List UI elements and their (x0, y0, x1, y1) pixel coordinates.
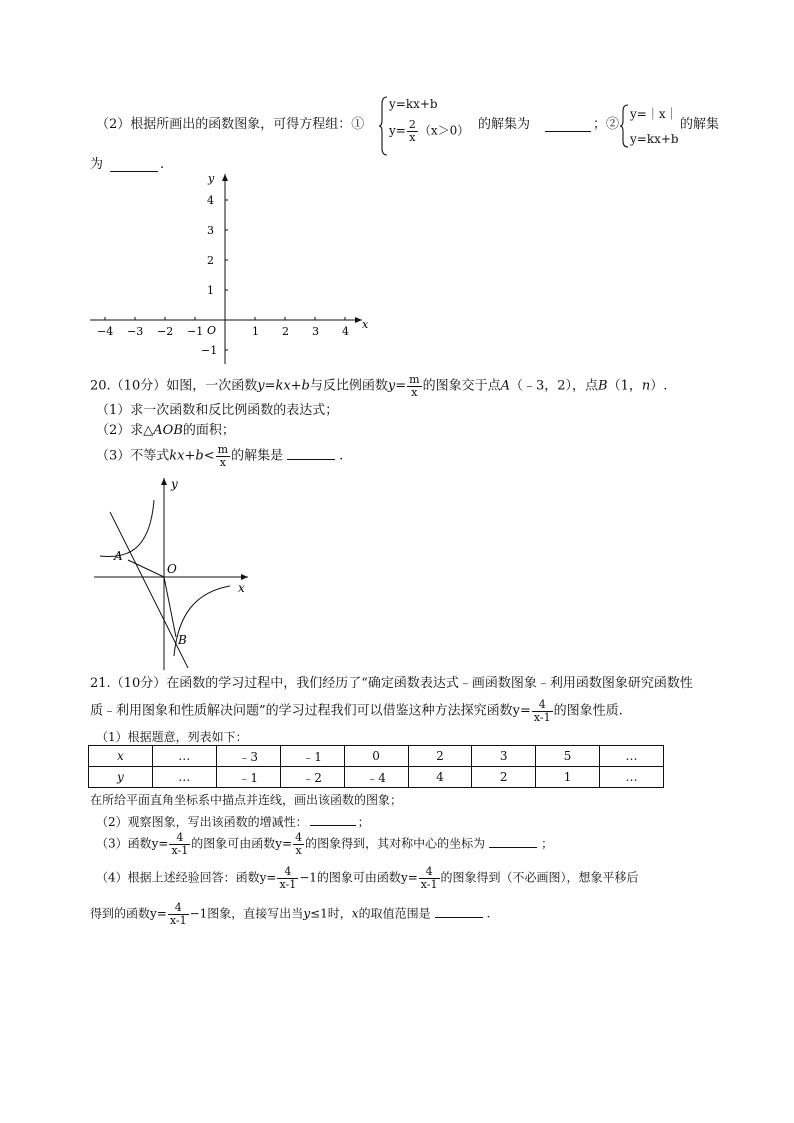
x-axis-label: x (362, 318, 369, 331)
origin-label-2: O (167, 562, 177, 576)
table-cell: x (89, 746, 153, 767)
q21-part4-line2: 得到的函数y= $\frac{4}{x-1}$ −1图象，直接写出当y≤1时，x的取值范围是 . (90, 901, 491, 927)
q19-wei: 为 (90, 157, 104, 172)
table-cell: 4 (408, 767, 472, 788)
coordinate-plane-1 (86, 168, 376, 368)
table-cell: ﹣2 (280, 767, 344, 788)
system2-brace (619, 104, 629, 148)
x-tick-label: −2 (157, 325, 174, 338)
table-row-y (89, 767, 664, 788)
x-tick-label: −4 (97, 325, 114, 338)
q20-blank[interactable] (287, 448, 335, 460)
q20-part2: （2）求△AOB的面积； (96, 423, 235, 438)
system1-brace (378, 96, 388, 156)
x-tick-label: 4 (342, 325, 349, 338)
fraction-4-over-x-1-b: $\frac{4}{x-1}$ (171, 831, 189, 857)
q21-part3: （3）函数y= $\frac{4}{x-1}$ 的图象可由函数y= $\frac{4}{x}$ 的图象得到，其对称中心的坐标为 ； (96, 831, 554, 857)
fraction-2-over-x: $\frac{2}{x}$ (408, 118, 416, 144)
q21-blank-2[interactable] (310, 814, 356, 826)
y-tick-label: 2 (207, 254, 214, 267)
q20-part1: （1）求一次函数和反比例函数的表达式； (96, 403, 339, 418)
system1-line2: y= $\frac{2}{x}$ （x＞0） (389, 118, 470, 144)
fraction-4-over-x: $\frac{4}{x}$ (295, 831, 303, 857)
fraction-4-over-x-1-d: $\frac{4}{x-1}$ (420, 865, 438, 891)
hyperbola-branch-upper-left (100, 500, 154, 557)
q19-tail: 的解集 (680, 117, 720, 132)
fraction-4-over-x-1-c: $\frac{4}{x-1}$ (279, 865, 297, 891)
q19-blank-1[interactable] (545, 120, 591, 132)
q21-line1: 21.（10分）在函数的学习过程中，我们经历了“确定函数表达式﹣画函数图象﹣利用函数图象研究函数性 (90, 676, 693, 691)
table-cell: 1 (536, 767, 600, 788)
table-cell: 2 (472, 767, 536, 788)
system2-line1: y=｜x｜ (630, 107, 678, 121)
y-tick-label: 3 (207, 224, 214, 237)
y-tick-label: −1 (201, 344, 218, 357)
fraction-4-over-x-1-e: $\frac{4}{x-1}$ (169, 901, 187, 927)
fraction-m-over-x: $\frac{m}{x}$ (409, 373, 420, 399)
table-cell: … (599, 767, 663, 788)
x-tick-label: 2 (282, 325, 289, 338)
q21-after-table: 在所给平面直角坐标系中描点并连线，画出该函数的图象； (90, 793, 403, 807)
table-cell: … (152, 746, 216, 767)
table-cell: ﹣1 (280, 746, 344, 767)
x-tick-label: 3 (312, 325, 319, 338)
y-axis-label: y (208, 172, 215, 185)
point-B-label: B (178, 633, 187, 647)
table-cell: ﹣3 (216, 746, 280, 767)
table-cell: 5 (536, 746, 600, 767)
table-cell: ﹣1 (216, 767, 280, 788)
y-tick-label: 1 (207, 284, 214, 297)
q21-part2: （2）观察图象，写出该函数的增减性： ； (96, 815, 370, 829)
system1-line1: y=kx+b (389, 97, 438, 111)
q19-sep: ；② (593, 117, 620, 132)
x-axis-label-2: x (238, 581, 245, 595)
q21-blank-4[interactable] (435, 906, 483, 918)
q21-blank-3[interactable] (489, 836, 537, 848)
table-row-x (89, 746, 664, 767)
table-cell: 3 (472, 746, 536, 767)
table-cell: y (89, 767, 153, 788)
y-axis-label-2: y (171, 477, 178, 491)
linear-function-line (110, 512, 188, 668)
system2-line2: y=kx+b (630, 132, 679, 146)
table-cell: ﹣4 (344, 767, 408, 788)
q21-part1: （1）根据题意，列表如下： (96, 730, 248, 744)
x-tick-label: −3 (127, 325, 144, 338)
fraction-4-over-x-1: $\frac{4}{x-1}$ (533, 698, 551, 724)
x-tick-label: 1 (252, 325, 259, 338)
table-cell: … (599, 746, 663, 767)
q20-part3: （3）不等式kx+b< $\frac{m}{x}$ 的解集是 . (96, 443, 344, 469)
table-cell: … (152, 767, 216, 788)
figure-line-hyperbola (88, 474, 258, 674)
q19-period: . (160, 157, 165, 172)
point-A-label: A (114, 549, 123, 563)
x-tick-label: −1 (187, 325, 204, 338)
q19-part2-lead: （2）根据所画出的函数图象，可得方程组：① (96, 117, 365, 132)
segment-OA (128, 560, 164, 577)
q19-solution-set-1-label: 的解集为 (478, 117, 531, 132)
q20-line1: 20.（10分）如图，一次函数y=kx+b与反比例函数y= $\frac{m}{x}$ 的图象交于点A（﹣3，2），点B（1，n）. (90, 373, 668, 399)
fraction-m-over-x-2: $\frac{m}{x}$ (217, 443, 229, 469)
origin-label: O (207, 324, 217, 337)
y-tick-label: 4 (207, 194, 214, 207)
q21-part4-line1: （4）根据上述经验回答：函数y= $\frac{4}{x-1}$ −1的图象可由函数y= $\frac{4}{x-1}$ 的图象得到（不必画图），想象平移后 (96, 865, 639, 891)
segment-OB (164, 577, 176, 637)
table-cell: 2 (408, 746, 472, 767)
value-table (88, 745, 664, 788)
table-cell: 0 (344, 746, 408, 767)
q21-line2: 质﹣利用图象和性质解决问题”的学习过程我们可以借鉴这种方法探究函数y= $\frac{4}{x-1}$ 的图象性质. (90, 698, 623, 724)
